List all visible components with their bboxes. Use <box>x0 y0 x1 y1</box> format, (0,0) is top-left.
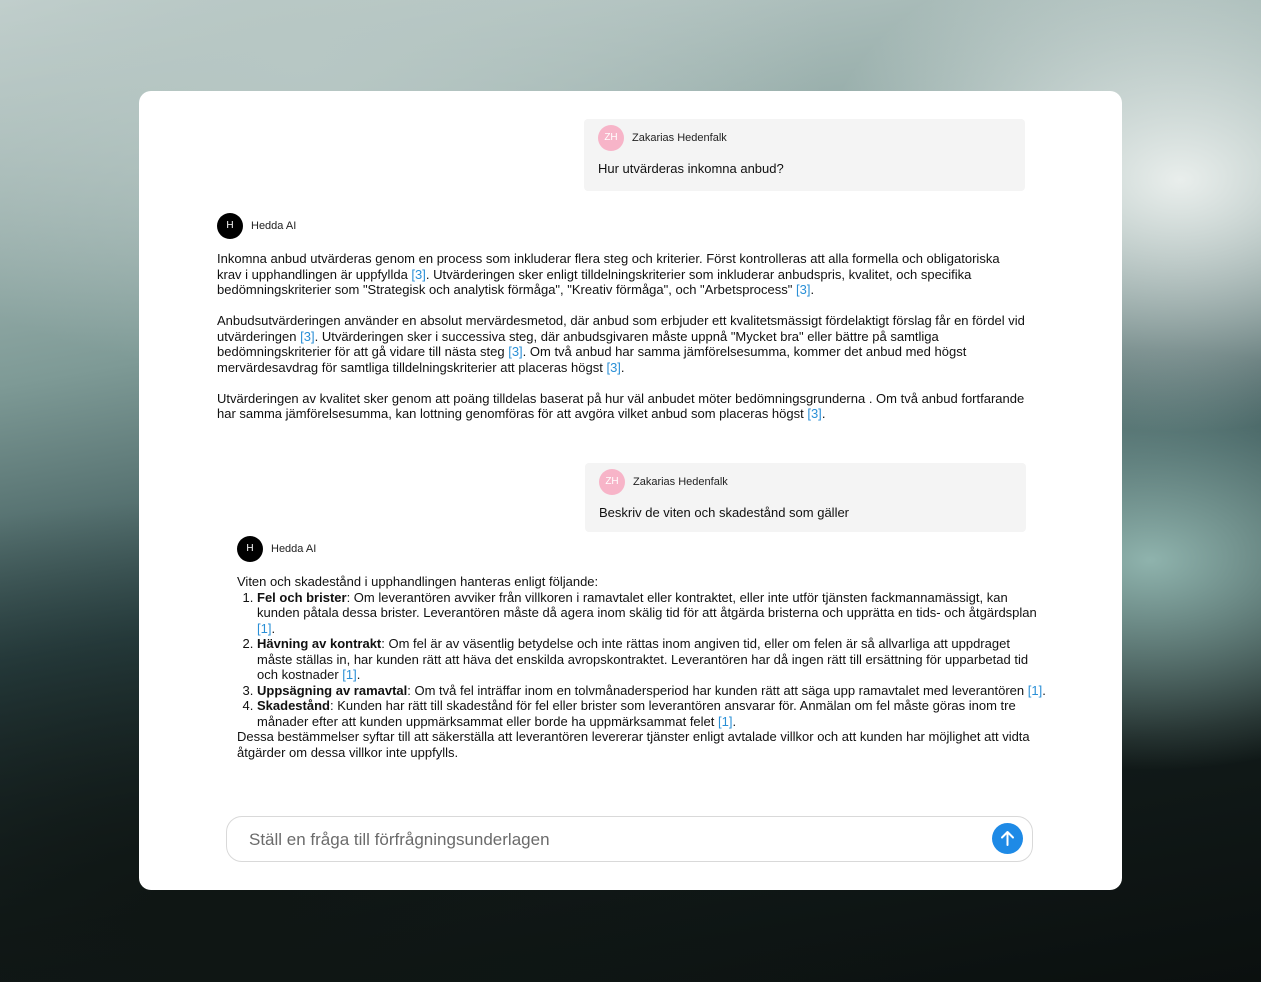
citation-link[interactable]: [1] <box>342 667 357 682</box>
list-item-text: : Om leverantören avviker från villkoren i ramavtalet eller kontraktet, eller inte utför tjänsten fackmannamässigt, kan kunden påtala dessa brister. Leverantören måste då agera inom skälig tid för att åtgärda bristerna och upprätta en tids- och åtgärdsplan <box>257 589 1037 620</box>
user-message <box>584 119 1025 191</box>
assistant-avatar: H <box>237 536 263 562</box>
list-item-term: Fel och brister <box>257 589 347 605</box>
chat-panel <box>139 91 1122 890</box>
answer-paragraph <box>217 313 1027 375</box>
list-item-term: Skadestånd <box>257 698 330 713</box>
answer-text: Anbudsutvärderingen använder en absolut mervärdesmetod, där anbud som erbjuder ett kvalitetsmässigt fördelaktigt förslag får en fördel vid utvärderingen <box>217 313 1025 344</box>
list-item-text: : Kunden har rätt till skadestånd för fel eller brister som leverantören ansvarar för. Anmälan om fel måste göras inom tre månader efter att kunden uppmärksammat eller borde ha uppmärksammat felet <box>257 698 1016 729</box>
answer-text: . <box>810 282 815 297</box>
citation-link[interactable]: [3] <box>411 266 426 282</box>
list-item <box>257 636 1047 683</box>
list-item <box>257 683 1047 699</box>
answer-list <box>237 590 1047 730</box>
list-item-text: : Om fel är av väsentlig betydelse och inte rättas inom angiven tid, eller om felen är så allvarliga att uppdraget måste ställas in, har kunden rätt att häva det enskilda avropskontraktet. Leverantören har då ingen rätt till ersättning för upparbetad tid och kostnader <box>257 636 1029 682</box>
list-item-term: Hävning av kontrakt <box>257 636 382 651</box>
list-item-text: : Om två fel inträffar inom en tolvmånadersperiod har kunden rätt att säga upp ramavtalet med leverantören <box>407 682 1028 698</box>
list-item-end: . <box>732 713 737 729</box>
send-button[interactable] <box>992 823 1023 854</box>
list-item <box>257 590 1047 637</box>
answer-text: . <box>821 406 826 421</box>
answer-text: . Utvärderingen sker enligt tilldelningskriterier som inkluderar anbudspris, kvalitet, och specifika bedömningskriterier som "Strategisk och analytisk förmåga", "Kreativ förmåga", och "Arbetsprocess" <box>217 266 972 297</box>
user-avatar: ZH <box>598 125 624 151</box>
answer-outro: Dessa bestämmelser syftar till att säkerställa att leverantören levererar tjänster enligt avtalade villkor och att kunden har möjlighet att vidta åtgärder om dessa villkor inte uppfylls. <box>237 729 1030 760</box>
user-name: Zakarias Hedenfalk <box>632 132 727 144</box>
question-composer <box>226 816 1033 862</box>
assistant-answer <box>217 251 1027 437</box>
arrow-up-icon <box>992 823 1023 854</box>
citation-link[interactable]: [3] <box>807 406 822 421</box>
assistant-header <box>237 536 437 562</box>
citation-link[interactable]: [3] <box>508 344 523 359</box>
list-item-end: . <box>1042 682 1046 698</box>
list-item-end: . <box>271 620 276 636</box>
list-item-term: Uppsägning av ramavtal <box>257 682 408 698</box>
assistant-avatar: H <box>217 213 243 239</box>
user-message-text: Hur utvärderas inkomna anbud? <box>598 161 784 176</box>
answer-text: . Utvärderingen sker i successiva steg, där anbudsgivaren måste uppnå "Mycket bra" eller bättre på samtliga bedömningskriterier för att gå vidare till nästa steg <box>217 328 939 359</box>
citation-link[interactable]: [1] <box>718 713 733 729</box>
question-input[interactable] <box>247 827 971 853</box>
assistant-header <box>217 213 417 239</box>
answer-intro: Viten och skadestånd i upphandlingen hanteras enligt följande: <box>237 574 599 589</box>
answer-text: Inkomna anbud utvärderas genom en process som inkluderar flera steg och kriterier. Först kontrolleras att alla formella och obligatoriska krav i upphandlingen är uppfyllda <box>217 251 1000 282</box>
answer-text: . Om två anbud har samma jämförelsesumma, kommer det anbud med högst mervärdesavdrag för samtliga tilldelningskriterier att placeras högst <box>217 344 967 375</box>
user-message <box>585 463 1026 532</box>
citation-link[interactable]: [1] <box>257 620 272 636</box>
list-item-end: . <box>356 667 361 682</box>
answer-paragraph <box>217 251 1027 298</box>
user-message-text: Beskriv de viten och skadestånd som gäller <box>599 505 850 520</box>
list-item <box>257 698 1047 729</box>
answer-text: Utvärderingen av kvalitet sker genom att poäng tilldelas baserat på hur väl anbudet möter bedömningsgrunderna . Om två anbud fortfarande har samma jämförelsesumma, kan lottning genomföras för att avgöra vilket anbud som placeras högst <box>217 390 1025 421</box>
user-name: Zakarias Hedenfalk <box>633 476 728 488</box>
citation-link[interactable]: [3] <box>795 282 811 297</box>
citation-link[interactable]: [3] <box>606 359 621 375</box>
assistant-name: Hedda AI <box>251 220 297 232</box>
user-avatar: ZH <box>599 469 625 495</box>
assistant-answer <box>237 574 1047 760</box>
answer-paragraph <box>217 391 1027 422</box>
citation-link[interactable]: [1] <box>1027 682 1043 698</box>
answer-text: . <box>620 359 625 375</box>
citation-link[interactable]: [3] <box>300 328 315 344</box>
assistant-name: Hedda AI <box>271 543 317 555</box>
